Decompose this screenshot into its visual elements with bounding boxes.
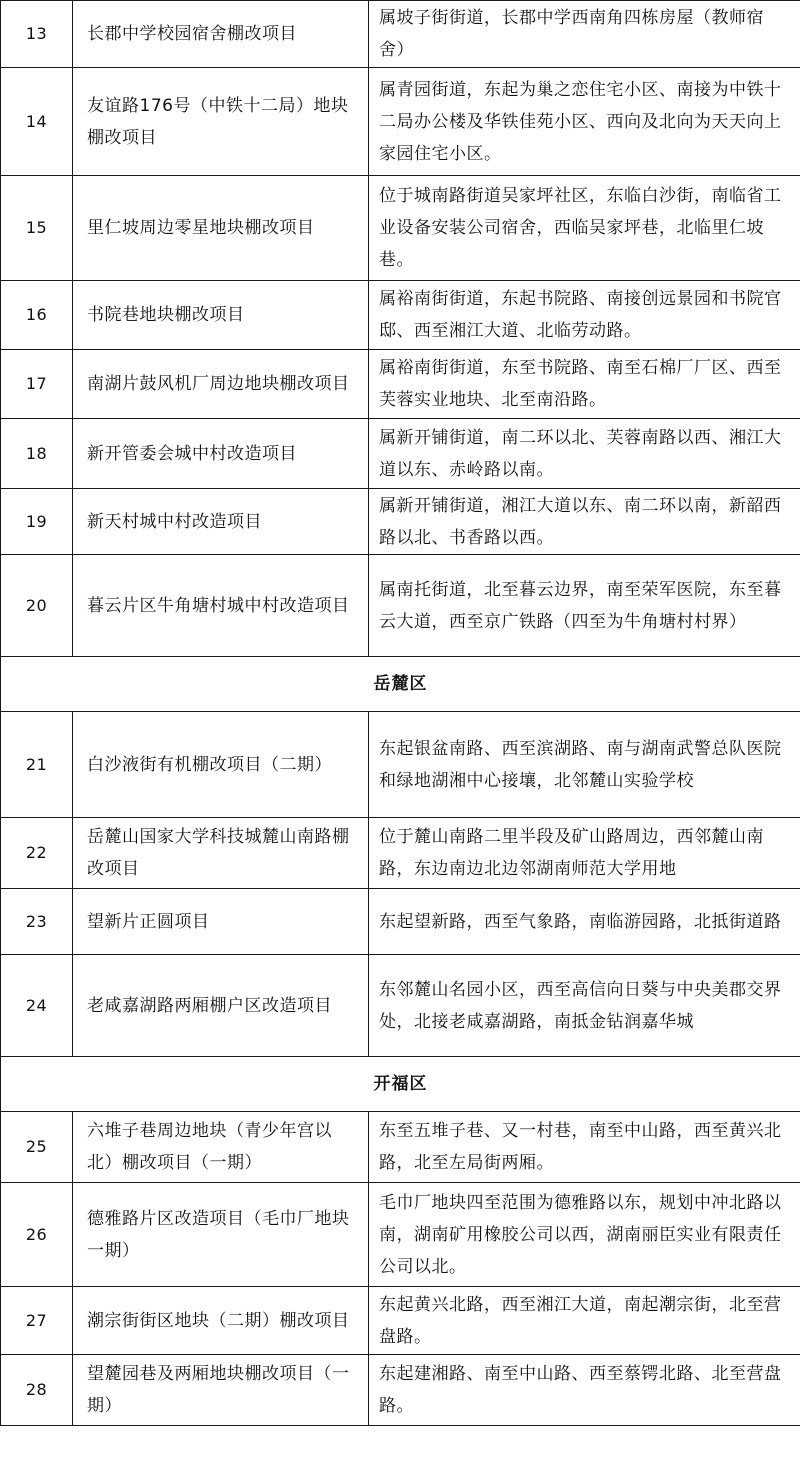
table-row [1,1355,800,1426]
project-location: 属裕南街街道，东至书院路、南至石棉厂厂区、西至芙蓉实业地块、北至南沿路。 [369,350,800,419]
project-location: 东邻麓山名园小区，西至高信向日葵与中央美郡交界处，北接老咸嘉湖路，南抵金钻润嘉华城 [369,955,800,1057]
project-name: 白沙液街有机棚改项目（二期） [73,712,369,818]
project-name: 书院巷地块棚改项目 [73,281,369,350]
table-row [1,281,800,350]
project-name: 友谊路176号（中铁十二局）地块棚改项目 [73,68,369,176]
table-row [1,889,800,955]
project-location: 属坡子街街道，长郡中学西南角四栋房屋（教师宿舍） [369,1,800,68]
project-number: 14 [1,68,73,176]
project-number: 13 [1,1,73,68]
table-row [1,1183,800,1287]
project-name: 潮宗街街区地块（二期）棚改项目 [73,1287,369,1355]
project-number: 16 [1,281,73,350]
project-location: 位于麓山南路二里半段及矿山路周边，西邻麓山南路，东边南边北边邻湖南师范大学用地 [369,818,800,889]
project-name: 老咸嘉湖路两厢棚户区改造项目 [73,955,369,1057]
district-header: 开福区 [1,1057,800,1112]
project-location: 东起建湘路、南至中山路、西至蔡锷北路、北至营盘路。 [369,1355,800,1426]
table-row [1,712,800,818]
project-number: 17 [1,350,73,419]
district-header: 岳麓区 [1,657,800,712]
project-location: 东起银盆南路、西至滨湖路、南与湖南武警总队医院和绿地湖湘中心接壤，北邻麓山实验学校 [369,712,800,818]
project-name: 六堆子巷周边地块（青少年宫以北）棚改项目（一期） [73,1112,369,1183]
project-name: 望新片正圆项目 [73,889,369,955]
table-row [1,1287,800,1355]
project-number: 23 [1,889,73,955]
project-number: 24 [1,955,73,1057]
table-row [1,955,800,1057]
project-location: 东起黄兴北路，西至湘江大道，南起潮宗街，北至营盘路。 [369,1287,800,1355]
table-row [1,419,800,489]
project-number: 18 [1,419,73,489]
district-header-row [1,657,800,712]
project-number: 22 [1,818,73,889]
project-name: 新天村城中村改造项目 [73,489,369,555]
project-number: 28 [1,1355,73,1426]
project-location: 位于城南路街道吴家坪社区，东临白沙街，南临省工业设备安装公司宿舍，西临吴家坪巷，北临里仁坡巷。 [369,176,800,281]
project-name: 南湖片鼓风机厂周边地块棚改项目 [73,350,369,419]
table-row [1,555,800,657]
project-name: 岳麓山国家大学科技城麓山南路棚改项目 [73,818,369,889]
project-number: 26 [1,1183,73,1287]
project-table-body [1,1,800,1426]
project-location: 属新开铺街道，南二环以北、芙蓉南路以西、湘江大道以东、赤岭路以南。 [369,419,800,489]
project-number: 27 [1,1287,73,1355]
project-name: 德雅路片区改造项目（毛巾厂地块一期） [73,1183,369,1287]
project-location: 属青园街道，东起为巢之恋住宅小区、南接为中铁十二局办公楼及华铁佳苑小区、西向及北向为天天向上家园住宅小区。 [369,68,800,176]
table-row [1,1112,800,1183]
project-name: 新开管委会城中村改造项目 [73,419,369,489]
project-location: 东起望新路，西至气象路，南临游园路，北抵街道路 [369,889,800,955]
table-row [1,350,800,419]
project-location: 属裕南街街道，东起书院路、南接创远景园和书院官邸、西至湘江大道、北临劳动路。 [369,281,800,350]
project-location: 属新开铺街道，湘江大道以东、南二环以南，新韶西路以北、书香路以西。 [369,489,800,555]
project-number: 20 [1,555,73,657]
project-location: 东至五堆子巷、又一村巷，南至中山路，西至黄兴北路，北至左局街两厢。 [369,1112,800,1183]
project-number: 21 [1,712,73,818]
project-number: 25 [1,1112,73,1183]
table-row [1,176,800,281]
table-row [1,68,800,176]
project-number: 19 [1,489,73,555]
table-row [1,818,800,889]
table-row [1,489,800,555]
project-name: 里仁坡周边零星地块棚改项目 [73,176,369,281]
project-name: 望麓园巷及两厢地块棚改项目（一期） [73,1355,369,1426]
project-location: 属南托街道，北至暮云边界，南至荣军医院，东至暮云大道，西至京广铁路（四至为牛角塘村村界） [369,555,800,657]
project-name: 暮云片区牛角塘村城中村改造项目 [73,555,369,657]
project-number: 15 [1,176,73,281]
district-header-row [1,1057,800,1112]
table-row [1,1,800,68]
project-name: 长郡中学校园宿舍棚改项目 [73,1,369,68]
project-location: 毛巾厂地块四至范围为德雅路以东，规划中冲北路以南，湖南矿用橡胶公司以西，湖南丽臣实业有限责任公司以北。 [369,1183,800,1287]
